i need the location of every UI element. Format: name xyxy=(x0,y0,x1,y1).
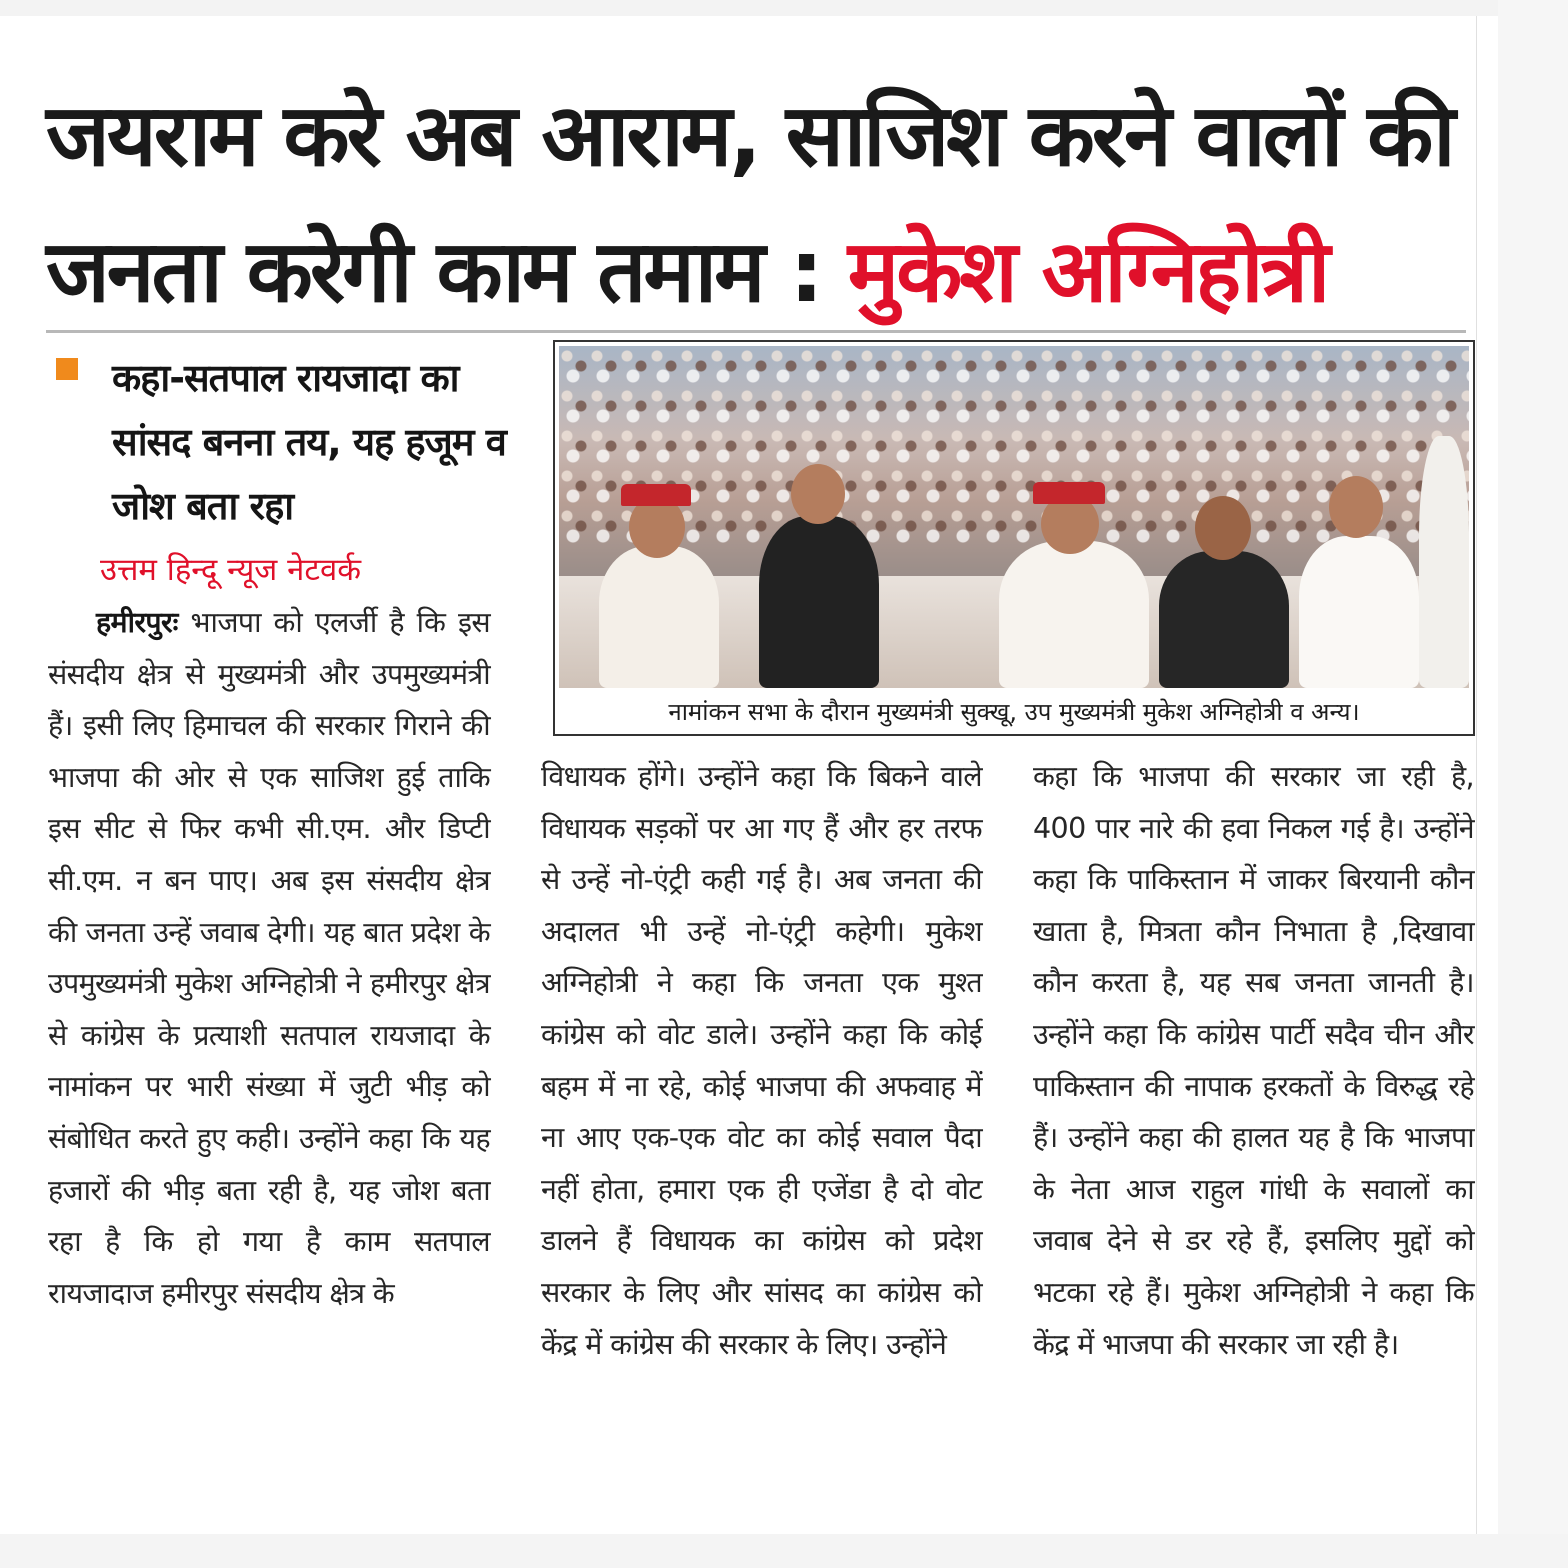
rally-photo xyxy=(559,346,1469,688)
square-bullet-icon xyxy=(56,358,78,380)
subhead: कहा-सतपाल रायजादा का सांसद बनना तय, यह हजूम व जोश बता रहा xyxy=(112,356,506,528)
headline-line-2 xyxy=(46,204,1466,340)
headline-divider xyxy=(46,330,1466,333)
page-edge-right xyxy=(1498,0,1568,1568)
page-edge-bottom xyxy=(0,1534,1568,1568)
headline-line-1: जयराम करे अब आराम, साजिश करने वालों की xyxy=(46,86,1453,186)
photo-frame xyxy=(553,340,1475,736)
headline-name: मुकेश अग्निहोत्री xyxy=(847,222,1328,322)
page-edge-top xyxy=(0,0,1568,16)
article-column-2: विधायक होंगे। उन्होंने कहा कि बिकने वाले विधायक सड़कों पर आ गए हैं और हर तरफ से उन्हें नो-एंट्री कही गई है। अब जनता की अदालत भी उन्हें नो-एंट्री कहेगी। मुकेश अग्निहोत्री ने कहा कि जनता एक मुश्त कांग्रेस को वोट डाले। उन्होंने कहा कि कोई बहम में ना रहे, कोई भाजपा की अफवाह में ना आए एक-एक वोट का कोई सवाल पैदा नहीं होता, हमारा एक ही एजेंडा है दो वोट डालने हैं विधायक का कांग्रेस को प्रदेश सरकार के लिए और सांसद का कांग्रेस को केंद्र में कांग्रेस की सरकार के लिए। उन्होंने xyxy=(541,760,982,1361)
byline: उत्तम हिन्दू न्यूज नेटवर्क xyxy=(100,552,362,588)
headline xyxy=(46,68,1466,340)
article-column-1-text: भाजपा को एलर्जी है कि इस संसदीय क्षेत्र से मुख्यमंत्री और उपमुख्यमंत्री हैं। इसी लिए हिमाचल की सरकार गिराने की भाजपा की ओर से एक साजिश हुई ताकि इस सीट से फिर कभी सी.एम. और डिप्टी सी.एम. न बन पाए। अब इस संसदीय क्षेत्र की जनता उन्हें जवाब देगी। यह बात प्रदेश के उपमुख्यमंत्री मुकेश अग्निहोत्री ने हमीरपुर क्षेत्र से कांग्रेस के प्रत्याशी सतपाल रायजादा के नामांकन पर भारी संख्या में जुटी भीड़ को संबोधित करते हुए कही। उन्होंने कहा कि यह हजारों की भीड़ बता रही है, यह जोश बता रहा है कि हो गया है काम सतपाल रायजादाज हमीरपुर संसदीय क्षेत्र के xyxy=(48,606,490,1310)
photo-caption: नामांकन सभा के दौरान मुख्यमंत्री सुक्खू, उप मुख्यमंत्री मुकेश अग्निहोत्री व अन्य। xyxy=(668,698,1360,726)
headline-line-2-prefix: जनता करेगी काम तमाम : xyxy=(46,222,821,322)
article-column-1 xyxy=(48,597,490,1319)
dateline: हमीरपुरः xyxy=(96,606,178,639)
article-column-3: कहा कि भाजपा की सरकार जा रही है, 400 पार नारे की हवा निकल गई है। उन्होंने कहा कि पाकिस्तान में जाकर बिरयानी कौन खाता है, मित्रता कौन निभाता है ,दिखावा कौन करता है, यह सब जनता जानती है। उन्होंने कहा कि कांग्रेस पार्टी सदैव चीन और पाकिस्तान की नापाक हरकतों के विरुद्ध रहे हैं। उन्होंने कहा की हालत यह है कि भाजपा के नेता आज राहुल गांधी के सवालों का जवाब देने से डर रहे हैं, इसलिए मुद्दों को भटका रहे हैं। मुकेश अग्निहोत्री ने कहा कि केंद्र में भाजपा की सरकार जा रही है। xyxy=(1033,760,1474,1361)
